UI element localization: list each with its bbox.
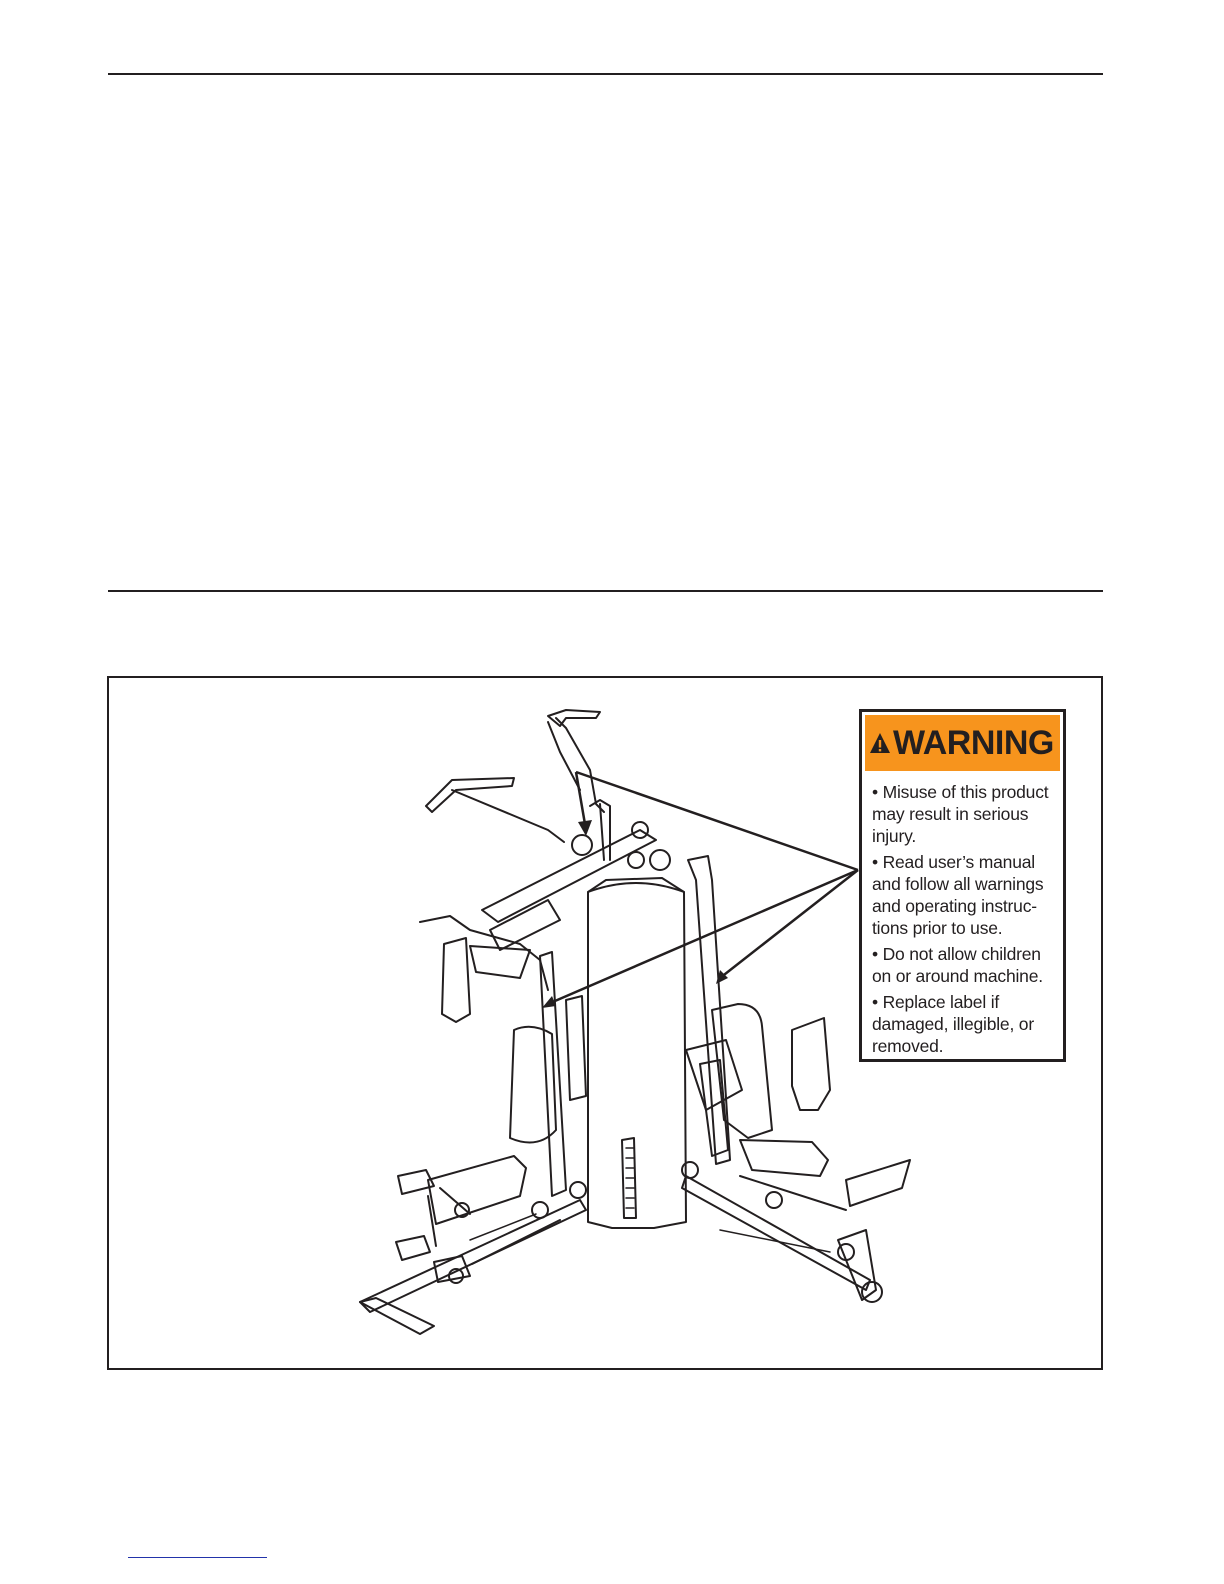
footer-underline	[128, 1557, 267, 1558]
warning-title: WARNING	[893, 723, 1054, 762]
warning-item-read-manual: • Read user’s manual and follow all warnings and operating instruc-tions prior to use.	[872, 852, 1044, 938]
exclamation-triangle-icon	[869, 732, 891, 754]
warning-header	[865, 715, 1060, 771]
warning-item-children: • Do not allow children on or around machine.	[872, 944, 1043, 986]
warning-item-replace-label: • Replace label if damaged, illegible, or removed.	[872, 992, 1034, 1056]
warning-item-misuse: • Misuse of this product may result in serious injury.	[872, 782, 1049, 846]
warning-list	[872, 781, 1059, 1061]
warning-label	[859, 709, 1066, 1062]
